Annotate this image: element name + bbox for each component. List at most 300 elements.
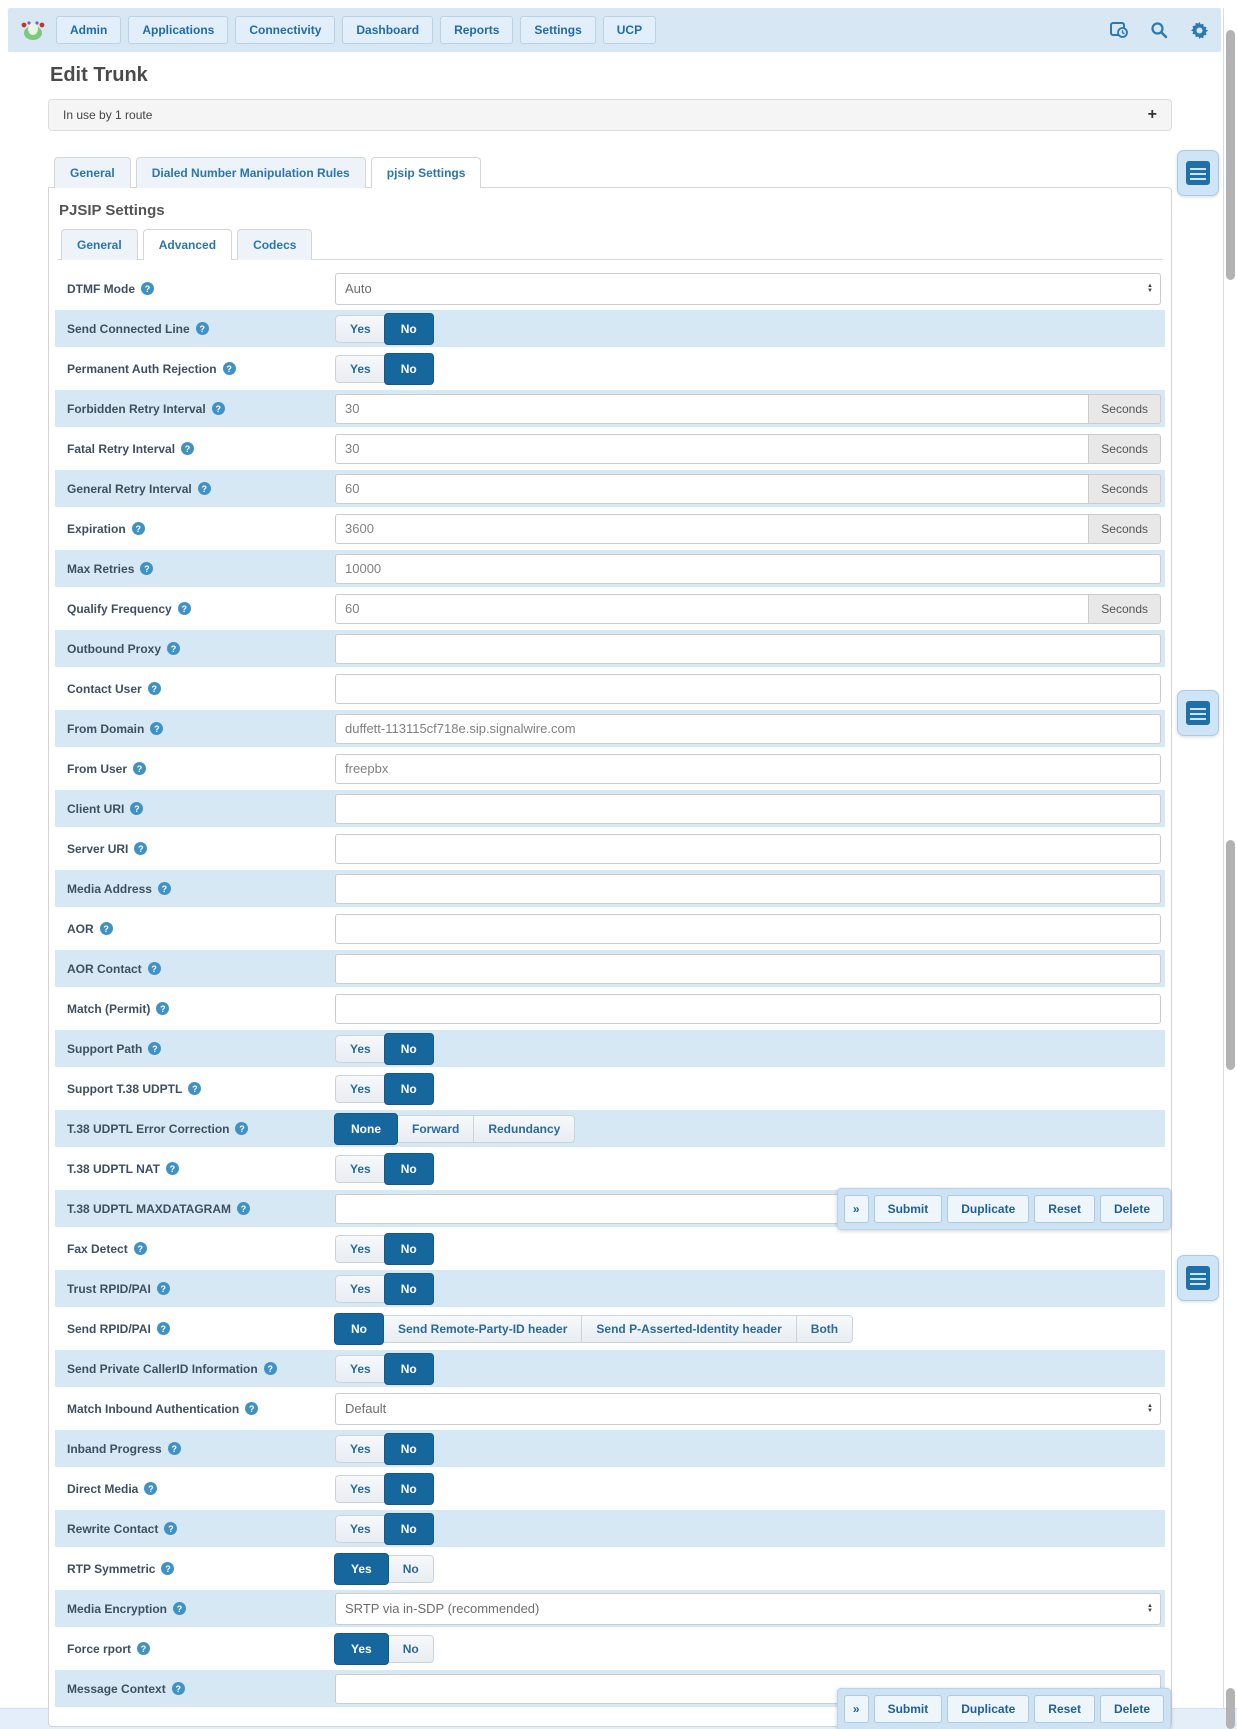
send-rpid-pai-option-send-remote-party-id-header[interactable]: Send Remote-Party-ID header [383, 1315, 581, 1343]
field-control [335, 1155, 1161, 1183]
field-control [335, 554, 1161, 584]
info-icon[interactable]: ? [132, 522, 145, 535]
collapse-chevron-icon[interactable]: » [844, 1695, 869, 1723]
field-row-support-t-38-udptl [55, 1070, 1165, 1107]
rewrite-contact-option-no[interactable]: No [384, 1513, 434, 1545]
nav-item-reports[interactable]: Reports [440, 16, 513, 44]
field-control [335, 794, 1161, 824]
scrollbar-thumb[interactable] [1226, 840, 1235, 1070]
field-control [335, 1515, 1161, 1543]
field-control [335, 914, 1161, 944]
field-label [59, 1362, 335, 1376]
contact-user-input[interactable] [335, 674, 1161, 704]
field-label-text: RTP Symmetric [67, 1561, 156, 1576]
field-control [335, 1235, 1161, 1263]
direct-media-toggle [335, 1475, 433, 1503]
submit-button[interactable]: Submit [874, 1695, 943, 1723]
info-icon[interactable]: ? [245, 1402, 258, 1415]
reset-button[interactable]: Reset [1034, 1195, 1095, 1223]
send-connected-line-toggle [335, 315, 433, 343]
info-icon[interactable]: ? [137, 1642, 150, 1655]
field-row-max-retries [55, 550, 1165, 587]
field-label [59, 562, 335, 576]
field-label [59, 522, 335, 536]
rtp-symmetric-toggle [335, 1555, 434, 1583]
info-icon[interactable]: ? [172, 1682, 185, 1695]
field-row-permanent-auth-rejection [55, 350, 1165, 387]
fax-detect-option-no[interactable]: No [384, 1233, 434, 1265]
info-icon[interactable]: ? [166, 1162, 179, 1175]
field-label-text: Direct Media [67, 1481, 139, 1496]
info-icon[interactable]: ? [156, 1002, 169, 1015]
inband-progress-option-no[interactable]: No [384, 1433, 434, 1465]
page-title: Edit Trunk [50, 64, 148, 86]
aor-input[interactable] [335, 914, 1161, 944]
field-label [59, 1122, 335, 1136]
info-icon[interactable]: ? [196, 322, 209, 335]
info-icon[interactable]: ? [134, 1242, 147, 1255]
field-label-text: From Domain [67, 721, 145, 736]
info-icon[interactable]: ? [168, 1442, 181, 1455]
submit-button[interactable]: Submit [874, 1195, 943, 1223]
aor-contact-input[interactable] [335, 954, 1161, 984]
field-control [335, 1593, 1161, 1625]
field-control [335, 714, 1161, 744]
scrollbar-thumb[interactable] [1226, 30, 1235, 280]
inband-progress-toggle [335, 1435, 433, 1463]
top-navbar [8, 8, 1221, 52]
field-control [335, 355, 1161, 383]
field-label-text: T.38 UDPTL MAXDATAGRAM [67, 1201, 232, 1216]
duplicate-button[interactable]: Duplicate [947, 1695, 1029, 1723]
outbound-proxy-input[interactable] [335, 634, 1161, 664]
info-icon[interactable]: ? [158, 882, 171, 895]
trust-rpid-pai-toggle [335, 1275, 433, 1303]
fatal-retry-interval-input[interactable] [335, 434, 1089, 464]
trunk-tab-bar [48, 157, 1172, 187]
field-label-text: From User [67, 761, 128, 776]
qualify-frequency-input[interactable] [335, 594, 1089, 624]
field-label-text: Outbound Proxy [67, 641, 161, 656]
input-group [335, 434, 1161, 464]
pjsip-sub-tab-bar [57, 229, 1163, 260]
unit-addon: Seconds [1089, 474, 1161, 504]
field-label [59, 1642, 335, 1656]
info-icon[interactable]: ? [134, 842, 147, 855]
gear-icon[interactable] [1189, 20, 1209, 40]
permanent-auth-rejection-toggle [335, 355, 433, 383]
field-control [335, 834, 1161, 864]
tab-dialed-number-manipulation-rules[interactable]: Dialed Number Manipulation Rules [136, 157, 366, 188]
force-rport-option-yes[interactable]: Yes [334, 1633, 389, 1665]
t-38-udptl-error-correction-toggle [335, 1115, 575, 1143]
field-control [335, 954, 1161, 984]
field-label-text: Media Address [67, 881, 152, 896]
rtp-symmetric-option-no[interactable]: No [388, 1555, 434, 1583]
field-label [59, 1242, 335, 1256]
field-control [335, 514, 1161, 544]
field-label [59, 1522, 335, 1536]
fax-detect-option-yes[interactable]: Yes [335, 1235, 385, 1263]
field-control [335, 1315, 1161, 1343]
nav-item-applications[interactable]: Applications [128, 16, 228, 44]
field-label-text: T.38 UDPTL NAT [67, 1161, 160, 1176]
forbidden-retry-interval-input[interactable] [335, 394, 1089, 424]
field-label [59, 1482, 335, 1496]
field-row-send-private-callerid-information [55, 1350, 1165, 1387]
field-label-text: Match Inbound Authentication [67, 1401, 240, 1416]
field-label-text: Fax Detect [67, 1241, 128, 1256]
info-icon[interactable]: ? [148, 962, 161, 975]
support-t-38-udptl-toggle [335, 1075, 433, 1103]
t-38-udptl-nat-option-no[interactable]: No [384, 1153, 434, 1185]
send-rpid-pai-option-both[interactable]: Both [796, 1315, 853, 1343]
media-encryption-select[interactable] [335, 1593, 1161, 1625]
list-icon [1186, 1266, 1210, 1290]
from-user-input[interactable] [335, 754, 1161, 784]
pjsip-settings-card [48, 187, 1172, 1727]
field-control [335, 1555, 1161, 1583]
field-label [59, 882, 335, 896]
field-label [59, 602, 335, 616]
field-control [335, 1115, 1161, 1143]
expand-plus-icon[interactable]: + [1147, 106, 1157, 123]
navbar-icons [1109, 20, 1209, 40]
field-label [59, 1282, 335, 1296]
field-control [335, 1275, 1161, 1303]
info-icon[interactable]: ? [148, 1042, 161, 1055]
send-rpid-pai-option-no[interactable]: No [334, 1313, 384, 1345]
subtab-general[interactable]: General [61, 229, 138, 260]
info-icon[interactable]: ? [264, 1362, 277, 1375]
field-control [335, 1393, 1161, 1425]
send-private-callerid-information-option-yes[interactable]: Yes [335, 1355, 385, 1383]
input-group [335, 514, 1161, 544]
delete-button[interactable]: Delete [1100, 1695, 1164, 1723]
rtp-symmetric-option-yes[interactable]: Yes [334, 1553, 389, 1585]
freepbx-logo[interactable] [20, 17, 46, 43]
match-inbound-authentication-select[interactable] [335, 1393, 1161, 1425]
field-label-text: Permanent Auth Rejection [67, 361, 217, 376]
select-arrows-icon: ▲ ▼ [1147, 282, 1153, 294]
field-label [59, 762, 335, 776]
field-label-text: Contact User [67, 681, 142, 696]
field-label [59, 842, 335, 856]
field-label [59, 1402, 335, 1416]
field-label-text: Max Retries [67, 561, 135, 576]
field-row-send-connected-line [55, 310, 1165, 347]
client-uri-input[interactable] [335, 794, 1161, 824]
support-path-toggle [335, 1035, 433, 1063]
field-label-text: Support Path [67, 1041, 143, 1056]
field-control [335, 1355, 1161, 1383]
input-group [335, 474, 1161, 504]
info-icon[interactable]: ? [100, 922, 113, 935]
field-label [59, 962, 335, 976]
field-control [335, 394, 1161, 424]
info-icon[interactable]: ? [144, 1482, 157, 1495]
field-row-aor [55, 910, 1165, 947]
field-row-t-38-udptl-maxdatagram [55, 1190, 1165, 1227]
scrollbar-thumb[interactable] [1226, 1688, 1235, 1729]
tab-pjsip-settings[interactable]: pjsip Settings [371, 157, 482, 188]
field-label [59, 1442, 335, 1456]
send-private-callerid-information-option-no[interactable]: No [384, 1353, 434, 1385]
t-38-udptl-error-correction-option-none[interactable]: None [334, 1113, 398, 1145]
field-row-fatal-retry-interval [55, 430, 1165, 467]
media-address-input[interactable] [335, 874, 1161, 904]
delete-button[interactable]: Delete [1100, 1195, 1164, 1223]
field-label-text: Rewrite Contact [67, 1521, 159, 1536]
select-arrows-icon: ▲ ▼ [1147, 1402, 1153, 1414]
field-control [335, 1475, 1161, 1503]
nav-menu [56, 16, 663, 44]
field-row-message-context [55, 1670, 1165, 1716]
section-title: PJSIP Settings [59, 202, 165, 219]
field-row-fax-detect [55, 1230, 1165, 1267]
select-arrows-icon: ▲ ▼ [1147, 1602, 1153, 1614]
window-edge [1223, 8, 1224, 1729]
info-icon[interactable]: ? [181, 442, 194, 455]
unit-addon: Seconds [1089, 434, 1161, 464]
support-path-option-no[interactable]: No [384, 1033, 434, 1065]
info-icon[interactable]: ? [188, 1082, 201, 1095]
trust-rpid-pai-option-no[interactable]: No [384, 1273, 434, 1305]
field-control [335, 434, 1161, 464]
field-label-text: Force rport [67, 1641, 132, 1656]
field-label [59, 402, 335, 416]
unit-addon: Seconds [1089, 394, 1161, 424]
field-control [335, 1674, 1161, 1716]
subtab-codecs[interactable]: Codecs [237, 229, 312, 260]
field-row-from-user [55, 750, 1165, 787]
t-38-udptl-nat-option-yes[interactable]: Yes [335, 1155, 385, 1183]
server-uri-input[interactable] [335, 834, 1161, 864]
reset-button[interactable]: Reset [1034, 1695, 1095, 1723]
unit-addon: Seconds [1089, 594, 1161, 624]
field-control [335, 315, 1161, 343]
floating-action-toolbar [837, 1188, 1171, 1230]
info-icon[interactable]: ? [167, 642, 180, 655]
info-icon[interactable]: ? [148, 682, 161, 695]
send-private-callerid-information-toggle [335, 1355, 433, 1383]
info-icon[interactable]: ? [235, 1122, 248, 1135]
field-row-t-38-udptl-nat [55, 1150, 1165, 1187]
field-row-dtmf-mode [55, 270, 1165, 307]
field-label-text: Send Private CallerID Information [67, 1361, 258, 1376]
field-row-client-uri [55, 790, 1165, 827]
info-icon[interactable]: ? [237, 1202, 250, 1215]
select-value: SRTP via in-SDP (recommended) [345, 1601, 540, 1616]
inband-progress-option-yes[interactable]: Yes [335, 1435, 385, 1463]
collapse-chevron-icon[interactable]: » [844, 1195, 869, 1223]
field-label-text: Expiration [67, 521, 126, 536]
field-control [335, 1035, 1161, 1063]
field-label [59, 362, 335, 376]
info-icon[interactable]: ? [130, 802, 143, 815]
list-icon [1186, 161, 1210, 185]
field-row-match-inbound-authentication [55, 1390, 1165, 1427]
field-label [59, 1042, 335, 1056]
permanent-auth-rejection-option-yes[interactable]: Yes [335, 355, 385, 383]
send-connected-line-option-no[interactable]: No [384, 313, 434, 345]
direct-media-option-no[interactable]: No [384, 1473, 434, 1505]
field-row-server-uri [55, 830, 1165, 867]
nav-item-connectivity[interactable]: Connectivity [235, 16, 335, 44]
info-icon[interactable]: ? [212, 402, 225, 415]
field-label [59, 482, 335, 496]
select-value: Auto [345, 281, 372, 296]
fax-detect-toggle [335, 1235, 433, 1263]
nav-item-admin[interactable]: Admin [56, 16, 121, 44]
field-row-from-domain [55, 710, 1165, 747]
nav-item-dashboard[interactable]: Dashboard [342, 16, 433, 44]
force-rport-option-no[interactable]: No [388, 1635, 434, 1663]
field-label-text: Message Context [67, 1681, 166, 1696]
info-icon[interactable]: ? [157, 1322, 170, 1335]
field-label [59, 682, 335, 696]
nav-item-settings[interactable]: Settings [520, 16, 595, 44]
expiration-input[interactable] [335, 514, 1089, 544]
field-control [335, 994, 1161, 1024]
duplicate-button[interactable]: Duplicate [947, 1195, 1029, 1223]
t-38-udptl-nat-toggle [335, 1155, 433, 1183]
field-row-qualify-frequency [55, 590, 1165, 627]
info-icon[interactable]: ? [140, 562, 153, 575]
tab-general[interactable]: General [54, 157, 131, 188]
info-icon[interactable]: ? [133, 762, 146, 775]
field-row-general-retry-interval [55, 470, 1165, 507]
input-group [335, 394, 1161, 424]
info-icon[interactable]: ? [198, 482, 211, 495]
history-icon[interactable] [1109, 20, 1129, 40]
direct-media-option-yes[interactable]: Yes [335, 1475, 385, 1503]
field-row-media-encryption [55, 1590, 1165, 1627]
t-38-udptl-error-correction-option-forward[interactable]: Forward [397, 1115, 473, 1143]
field-label [59, 1682, 335, 1696]
field-row-match-permit [55, 990, 1165, 1027]
floating-action-toolbar [837, 1688, 1171, 1729]
field-row-contact-user [55, 670, 1165, 707]
field-label [59, 1082, 335, 1096]
field-row-inband-progress [55, 1430, 1165, 1467]
t-38-udptl-error-correction-option-redundancy[interactable]: Redundancy [473, 1115, 575, 1143]
unit-addon: Seconds [1089, 514, 1161, 544]
panel-list-button-top[interactable] [1177, 150, 1219, 196]
field-label-text: General Retry Interval [67, 481, 192, 496]
in-use-panel[interactable] [48, 99, 1172, 131]
field-label-text: Inband Progress [67, 1441, 162, 1456]
field-row-force-rport [55, 1630, 1165, 1667]
in-use-text: In use by 1 route [63, 108, 153, 122]
field-label [59, 1602, 335, 1616]
support-t-38-udptl-option-no[interactable]: No [384, 1073, 434, 1105]
field-label [59, 1322, 335, 1336]
field-label [59, 322, 335, 336]
trust-rpid-pai-option-yes[interactable]: Yes [335, 1275, 385, 1303]
field-control [335, 754, 1161, 784]
match-permit-input[interactable] [335, 994, 1161, 1024]
info-icon[interactable]: ? [161, 1562, 174, 1575]
field-label [59, 722, 335, 736]
info-icon[interactable]: ? [141, 282, 154, 295]
panel-list-button-middle[interactable] [1177, 690, 1219, 736]
field-label-text: Send RPID/PAI [67, 1321, 151, 1336]
field-label-text: Fatal Retry Interval [67, 441, 176, 456]
field-label-text: AOR [67, 921, 94, 936]
field-label-text: Trust RPID/PAI [67, 1281, 151, 1296]
field-label-text: Qualify Frequency [67, 601, 172, 616]
from-domain-input[interactable] [335, 714, 1161, 744]
field-label [59, 802, 335, 816]
field-label-text: AOR Contact [67, 961, 142, 976]
general-retry-interval-input[interactable] [335, 474, 1089, 504]
rewrite-contact-option-yes[interactable]: Yes [335, 1515, 385, 1543]
max-retries-input[interactable] [335, 554, 1161, 584]
support-t-38-udptl-option-yes[interactable]: Yes [335, 1075, 385, 1103]
subtab-advanced[interactable]: Advanced [143, 229, 232, 260]
panel-list-button-bottom[interactable] [1177, 1255, 1219, 1301]
field-row-trust-rpid-pai [55, 1270, 1165, 1307]
field-control [335, 1435, 1161, 1463]
field-label-text: Client URI [67, 801, 125, 816]
field-control [335, 674, 1161, 704]
field-label [59, 1202, 335, 1216]
force-rport-toggle [335, 1635, 434, 1663]
rewrite-contact-toggle [335, 1515, 433, 1543]
field-control [335, 273, 1161, 305]
field-control [335, 474, 1161, 504]
info-icon[interactable]: ? [173, 1602, 186, 1615]
field-control [335, 1194, 1161, 1224]
field-control [335, 1075, 1161, 1103]
field-row-send-rpid-pai [55, 1310, 1165, 1347]
info-icon[interactable]: ? [178, 602, 191, 615]
info-icon[interactable]: ? [150, 722, 163, 735]
field-row-expiration [55, 510, 1165, 547]
field-label-text: Match (Permit) [67, 1001, 151, 1016]
field-label [59, 1162, 335, 1176]
field-label [59, 642, 335, 656]
search-icon[interactable] [1149, 20, 1169, 40]
nav-item-ucp[interactable]: UCP [603, 16, 656, 44]
field-label [59, 282, 335, 296]
field-label [59, 442, 335, 456]
dtmf-mode-select[interactable] [335, 273, 1161, 305]
send-connected-line-option-yes[interactable]: Yes [335, 315, 385, 343]
field-row-forbidden-retry-interval [55, 390, 1165, 427]
send-rpid-pai-option-send-p-asserted-identity-header[interactable]: Send P-Asserted-Identity header [581, 1315, 795, 1343]
field-label-text: T.38 UDPTL Error Correction [67, 1121, 230, 1136]
field-label-text: Forbidden Retry Interval [67, 401, 206, 416]
support-path-option-yes[interactable]: Yes [335, 1035, 385, 1063]
field-row-rewrite-contact [55, 1510, 1165, 1547]
permanent-auth-rejection-option-no[interactable]: No [384, 353, 434, 385]
info-icon[interactable]: ? [223, 362, 236, 375]
field-control [335, 874, 1161, 904]
field-row-rtp-symmetric [55, 1550, 1165, 1587]
list-icon [1186, 701, 1210, 725]
info-icon[interactable]: ? [157, 1282, 170, 1295]
field-label-text: Support T.38 UDPTL [67, 1081, 183, 1096]
info-icon[interactable]: ? [164, 1522, 177, 1535]
field-label [59, 1562, 335, 1576]
field-row-outbound-proxy [55, 630, 1165, 667]
field-label-text: Media Encryption [67, 1601, 168, 1616]
field-label-text: Server URI [67, 841, 129, 856]
field-label [59, 922, 335, 936]
field-label [59, 1002, 335, 1016]
